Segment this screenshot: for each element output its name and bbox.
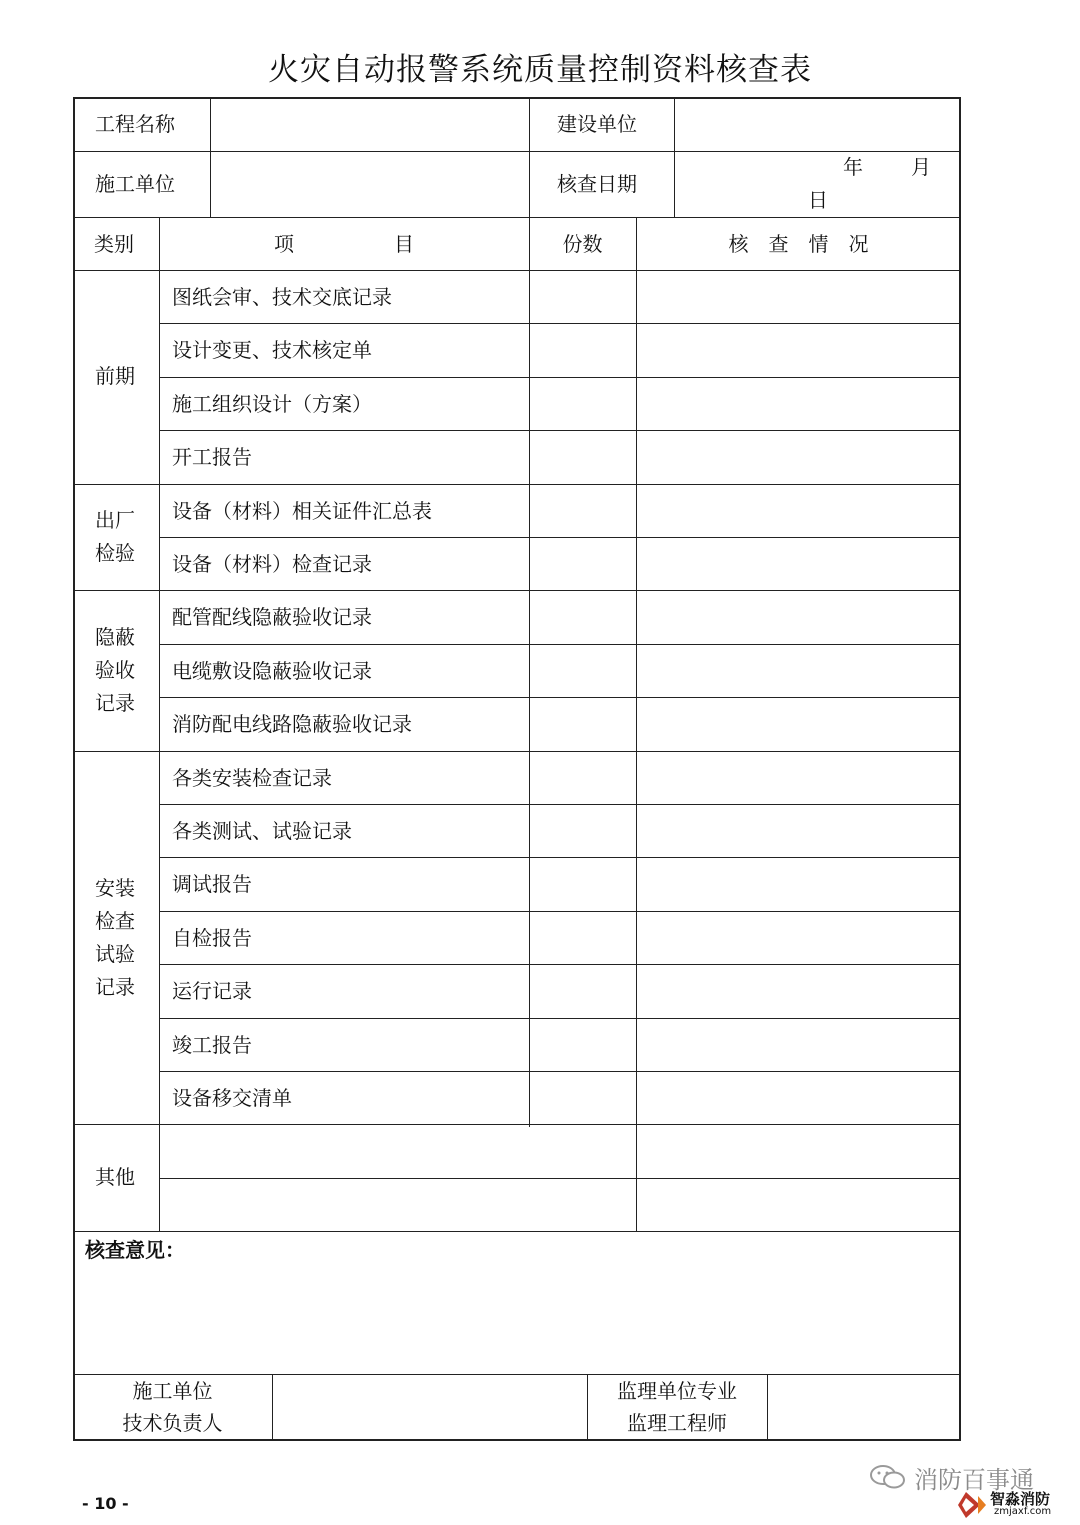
construction-owner-field[interactable] xyxy=(674,98,960,151)
status-field[interactable] xyxy=(638,965,959,1016)
brand-logo-text: 智淼消防 xyxy=(990,1490,1051,1508)
page-title: 火灾自动报警系统质量控制资料核查表 xyxy=(268,52,812,88)
check-date-label: 核查日期 xyxy=(557,172,637,196)
copies-field[interactable] xyxy=(531,591,635,642)
contractor-sign-label-1: 施工单位 xyxy=(132,1379,213,1403)
wechat-icon xyxy=(868,1462,908,1492)
category-label: 隐蔽 验收 记录 xyxy=(95,625,135,715)
category-label: 出厂 检验 xyxy=(95,508,135,565)
checklist-item: 配管配线隐蔽验收记录 xyxy=(172,605,372,630)
status-field[interactable] xyxy=(638,1019,959,1070)
checklist-item: 调试报告 xyxy=(172,872,252,897)
copies-field[interactable] xyxy=(531,324,635,375)
copies-field[interactable] xyxy=(531,752,635,803)
copies-field[interactable] xyxy=(531,485,635,536)
copies-field[interactable] xyxy=(531,1179,635,1230)
opinion-field[interactable] xyxy=(75,1262,959,1372)
status-field[interactable] xyxy=(638,271,959,322)
page-number: - 10 - xyxy=(82,1494,129,1513)
opinion-label: 核查意见： xyxy=(85,1238,185,1262)
status-field[interactable] xyxy=(638,752,959,803)
status-field[interactable] xyxy=(638,538,959,589)
supervisor-sign-label-2: 监理工程师 xyxy=(627,1411,727,1435)
checklist-item: 设备（材料）检查记录 xyxy=(172,552,372,576)
date-day: 日 xyxy=(808,188,828,212)
category-label: 其他 xyxy=(95,1165,135,1190)
copies-field[interactable] xyxy=(531,965,635,1016)
contractor-sign-label-2: 技术负责人 xyxy=(122,1411,223,1435)
col-divider xyxy=(636,217,637,1232)
category-label: 前期 xyxy=(95,364,135,389)
copies-field[interactable] xyxy=(531,698,635,749)
row-divider xyxy=(73,217,961,218)
status-field[interactable] xyxy=(638,698,959,749)
checklist-item: 开工报告 xyxy=(172,445,252,470)
status-field[interactable] xyxy=(638,858,959,909)
checklist-item: 各类安装检查记录 xyxy=(172,765,332,790)
construction-owner-label: 建设单位 xyxy=(557,112,637,136)
checklist-item: 运行记录 xyxy=(172,979,252,1004)
project-name-field[interactable] xyxy=(210,98,529,151)
copies-field[interactable] xyxy=(531,1125,635,1176)
status-field[interactable] xyxy=(638,805,959,856)
status-field[interactable] xyxy=(638,431,959,482)
checklist-item: 设备移交清单 xyxy=(172,1086,292,1110)
status-field[interactable] xyxy=(638,645,959,696)
row-divider xyxy=(73,1231,961,1232)
col-divider xyxy=(159,217,160,1232)
contractor-signature-field[interactable] xyxy=(273,1375,587,1439)
copies-field[interactable] xyxy=(531,538,635,589)
supervisor-sign-label-1: 监理单位专业 xyxy=(617,1379,737,1403)
project-name-label: 工程名称 xyxy=(95,112,175,136)
copies-field[interactable] xyxy=(531,431,635,482)
status-field[interactable] xyxy=(638,485,959,536)
copies-field[interactable] xyxy=(531,1019,635,1070)
copies-field[interactable] xyxy=(531,1072,635,1123)
copies-header: 份数 xyxy=(562,232,603,256)
checklist-item: 各类测试、试验记录 xyxy=(172,819,352,843)
category-label: 安装 检查 试验 记录 xyxy=(95,875,135,999)
status-field[interactable] xyxy=(638,324,959,375)
brand-logo-site: zmjaxf.com xyxy=(994,1506,1052,1517)
checklist-item: 竣工报告 xyxy=(172,1032,252,1057)
checklist-item: 设计变更、技术核定单 xyxy=(172,338,372,363)
date-year: 年 xyxy=(843,155,863,179)
item-header: 项 目 xyxy=(274,232,414,256)
supervisor-signature-field[interactable] xyxy=(768,1375,960,1439)
status-field[interactable] xyxy=(638,1179,959,1230)
checklist-item: 施工组织设计（方案） xyxy=(172,391,372,416)
status-field[interactable] xyxy=(638,378,959,429)
copies-field[interactable] xyxy=(531,645,635,696)
copies-field[interactable] xyxy=(531,858,635,909)
checklist-item: 设备（材料）相关证件汇总表 xyxy=(172,498,432,523)
watermark-text: 消防百事通 xyxy=(914,1466,1034,1494)
checklist-item: 自检报告 xyxy=(172,925,252,950)
status-field[interactable] xyxy=(638,912,959,963)
copies-field[interactable] xyxy=(531,271,635,322)
date-month: 月 xyxy=(911,155,931,179)
copies-field[interactable] xyxy=(531,805,635,856)
checklist-item: 电缆敷设隐蔽验收记录 xyxy=(172,658,372,683)
copies-field[interactable] xyxy=(531,912,635,963)
category-header: 类别 xyxy=(94,232,134,256)
checklist-item: 图纸会审、技术交底记录 xyxy=(172,285,392,309)
checklist-item: 消防配电线路隐蔽验收记录 xyxy=(172,712,412,737)
status-field[interactable] xyxy=(638,1072,959,1123)
copies-field[interactable] xyxy=(531,378,635,429)
status-header: 核 查 情 况 xyxy=(728,232,869,256)
status-field[interactable] xyxy=(638,591,959,642)
contractor-field[interactable] xyxy=(210,152,529,217)
contractor-label: 施工单位 xyxy=(95,172,175,196)
status-field[interactable] xyxy=(638,1125,959,1176)
